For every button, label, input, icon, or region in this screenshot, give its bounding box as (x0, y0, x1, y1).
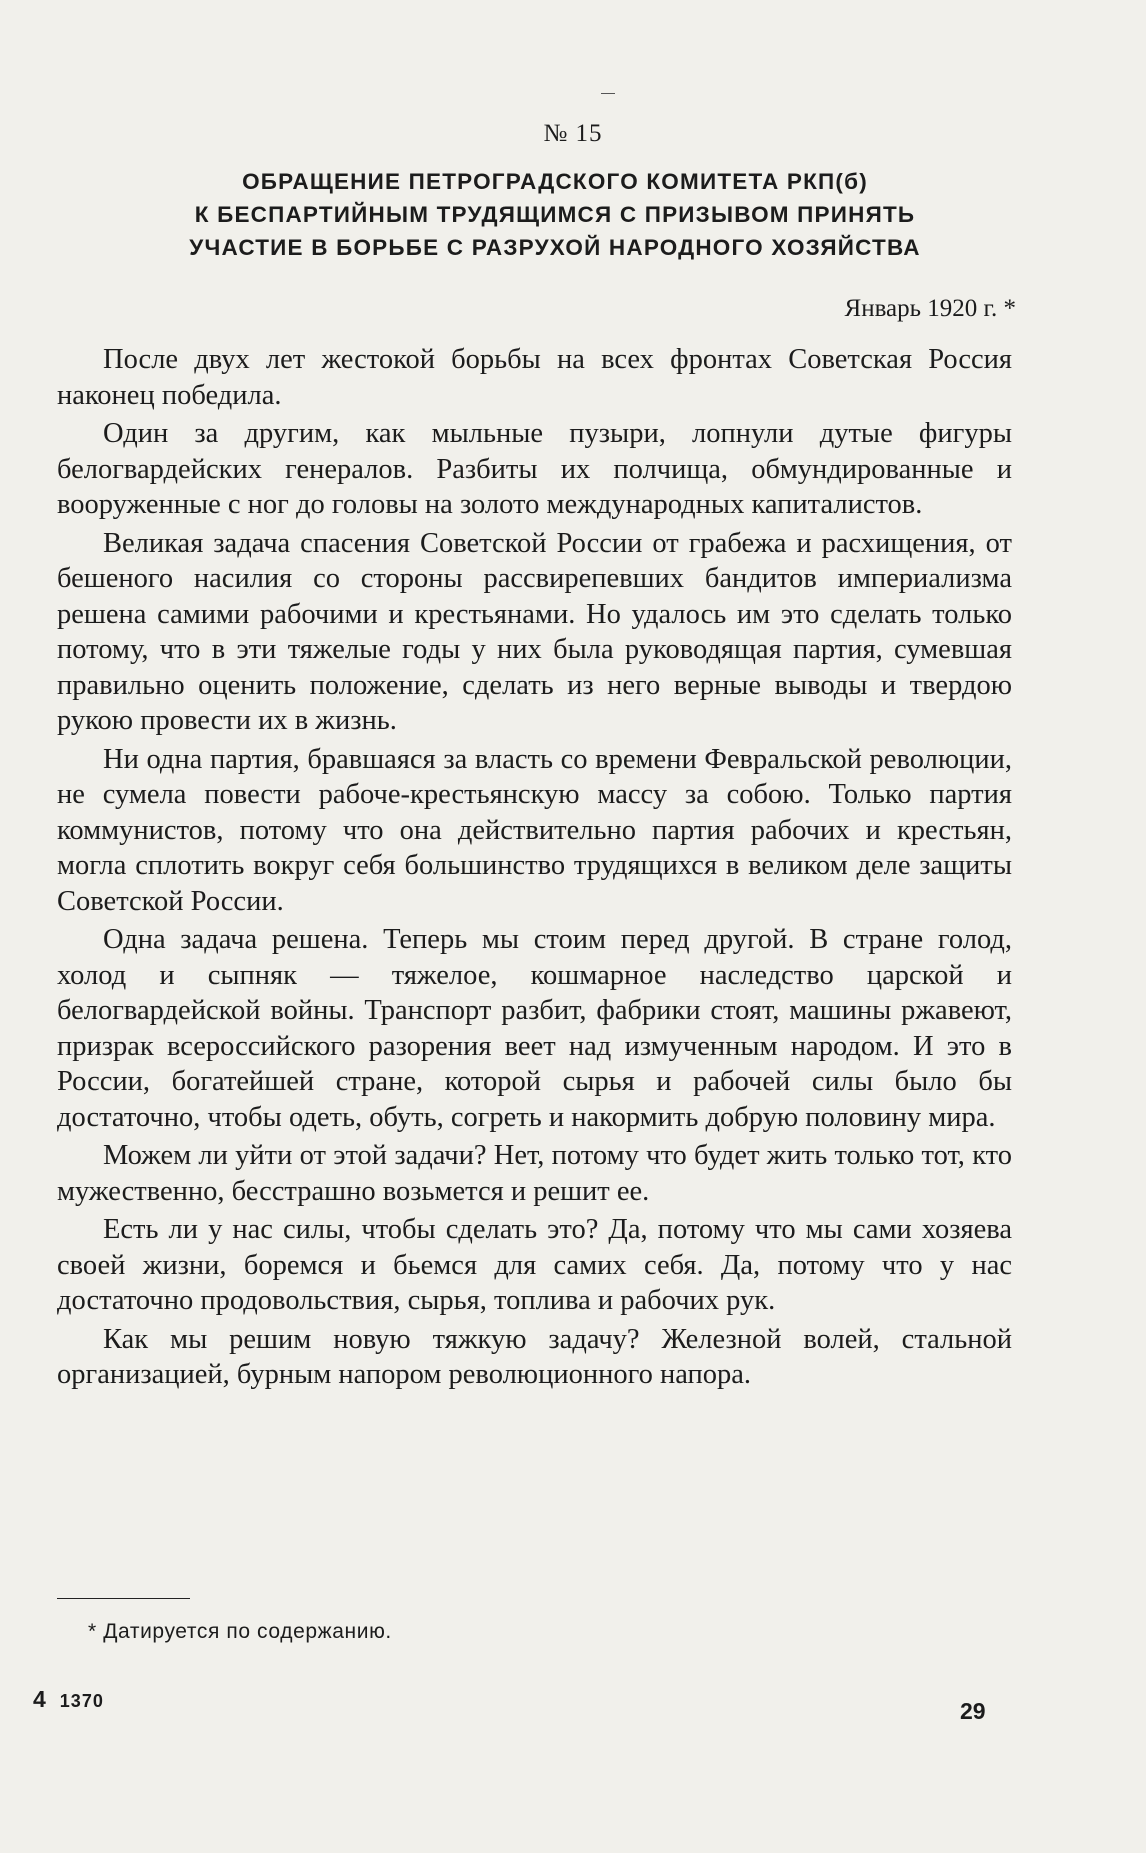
signature-number: 4 (33, 1686, 46, 1712)
footnote-divider (57, 1598, 190, 1599)
document-title (95, 165, 1015, 264)
paragraph: После двух лет жестокой борьбы на всех фронтах Советская Россия наконец победила. (57, 344, 1012, 411)
paragraph: Можем ли уйти от этой задачи? Нет, потому что будет жить только тот, кто мужественно, бесстрашно возьмется и решит ее. (57, 1140, 1012, 1207)
footnote: * Датируется по содержанию. (88, 1620, 392, 1643)
paragraph: Есть ли у нас силы, чтобы сделать это? Да, потому что мы сами хозяева своей жизни, боремся и бьемся для самих себя. Да, потому что у нас достаточно продовольствия, сырья, топлива и рабочих рук. (57, 1214, 1012, 1316)
paragraph: Великая задача спасения Советской России от грабежа и расхищения, от бешеного насилия со стороны рассвирепевших бандитов империализма решена самими рабочими и крестьянами. Но удалось им это сделать только потому, что в эти тяжелые годы у них была руководящая партия, сумевшая правильно оценить положение, сделать из него верные выводы и твердою рукою провести их в жизнь. (57, 527, 1012, 736)
title-line: К БЕСПАРТИЙНЫМ ТРУДЯЩИМСЯ С ПРИЗЫВОМ ПРИНЯТЬ (194, 202, 916, 227)
print-mark (601, 93, 615, 94)
signature-code: 1370 (59, 1691, 104, 1711)
paragraph: Один за другим, как мыльные пузыри, лопнули дутые фигуры белогвардейских генералов. Разбиты их полчища, обмундированные и вооруженные с ног до головы на золото международных капиталистов. (57, 418, 1012, 520)
paragraph: Одна задача решена. Теперь мы стоим перед другой. В стране голод, холод и сыпняк — тяжелое, кошмарное наследство царской и белогвардейской войны. Транспорт разбит, фабрики стоят, машины ржавеют, призрак всероссийского разорения веет над измученным народом. И это в России, богатейшей стране, которой сырья и рабочей силы было бы достаточно, чтобы одеть, обуть, согреть и накормить добрую половину мира. (57, 924, 1012, 1133)
body-text (57, 342, 1012, 1393)
title-line: ОБРАЩЕНИЕ ПЕТРОГРАДСКОГО КОМИТЕТА РКП(б) (242, 169, 868, 194)
page-number: 29 (960, 1698, 986, 1724)
paragraph: Как мы решим новую тяжкую задачу? Железной волей, стальной организацией, бурным напором революционного напора. (57, 1323, 1012, 1390)
printer-signature (33, 1686, 104, 1713)
document-date: Январь 1920 г. * (844, 295, 1016, 322)
title-line: УЧАСТИЕ В БОРЬБЕ С РАЗРУХОЙ НАРОДНОГО ХОЗЯЙСТВА (189, 235, 921, 260)
paragraph: Ни одна партия, бравшаяся за власть со времени Февральской революции, не сумела повести рабоче-крестьянскую массу за собою. Только партия коммунистов, потому что она действительно партия рабочих и крестьян, могла сплотить вокруг себя большинство трудящихся в великом деле защиты Советской России. (57, 743, 1012, 917)
document-number: № 15 (543, 120, 603, 147)
